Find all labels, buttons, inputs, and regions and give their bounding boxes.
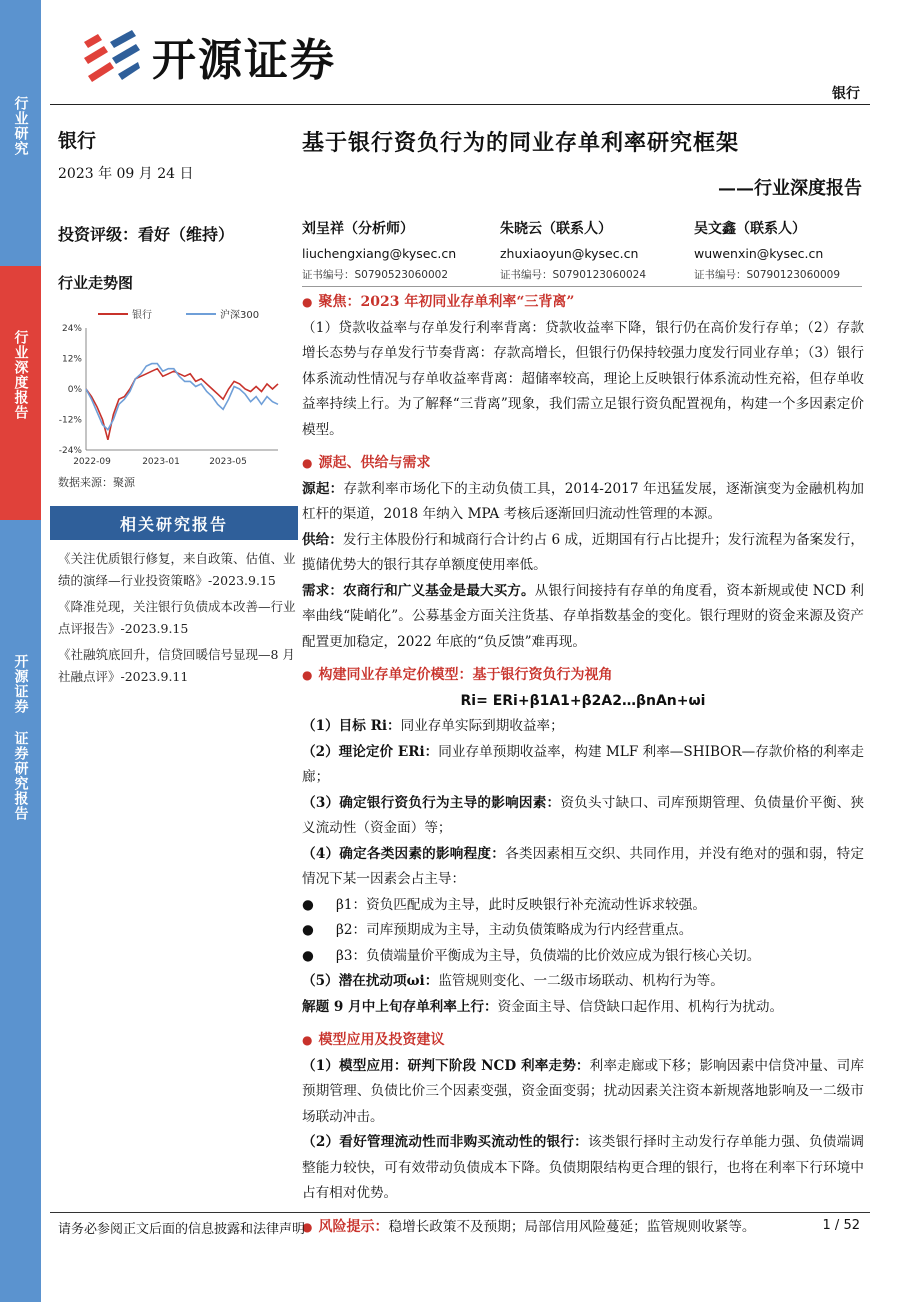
analyst-name: 刘呈祥（分析师） [302,221,414,237]
analyst-cert: 证书编号：S0790123060009 [694,269,841,281]
y-tick-label: -24% [58,446,82,456]
paragraph: （2）看好管理流动性而非购买流动性的银行：该类银行择时主动发行存单能力强、负债端调整能力较快，可有效带动负债成本下降。负债期限结构更合理的银行，也将在利率下行环境中占有相对优势。 [302,1134,864,1201]
section-heading [302,451,864,477]
chart-source: 数据来源：聚源 [58,476,135,489]
bullet-icon: ● [302,947,314,964]
section-heading [302,290,864,316]
model-step: 解题 9 月中上旬存单利率上行：资金面主导、信贷缺口起作用、机构行为扰动。 [302,998,784,1015]
analyst-email[interactable]: liuchengxiang@kysec.cn [302,246,457,261]
related-report-link[interactable]: 《社融筑底回升，信贷回暖信号显现—8 月社融点评》-2023.9.11 [58,647,295,684]
industry-title: 银行 [58,130,97,152]
side-label-bottom: 开源证券 证券研究报告 [12,654,29,821]
bullet-icon: ● [302,922,314,938]
section-title: 聚焦：2023 年初同业存单利率“三背离” [318,294,575,310]
legend-label: 沪深300 [220,310,260,321]
report-date: 2023 年 09 月 24 日 [58,166,194,182]
analyst-email[interactable]: zhuxiaoyun@kysec.cn [500,246,639,261]
y-tick-label: 24% [61,324,82,334]
side-label-top: 行业研究 [12,96,29,156]
analyst-email[interactable]: wuwenxin@kysec.cn [694,246,824,261]
analyst-card [500,218,690,282]
model-step: （1）目标 Ri：同业存单实际到期收益率； [302,718,564,734]
series-line-hs300 [86,364,278,430]
x-tick-label: 2023-05 [209,457,247,467]
logo-text: 开源证券 [152,35,336,86]
analyst-name: 朱晓云（联系人） [500,221,612,237]
paragraph: 源起：存款利率市场化下的主动负债工具，2014-2017 年迅猛发展，逐渐演变为金融机构加杠杆的渠道，2018 年纳入 MPA 考核后逐渐回归流动性管理的本源。 [302,480,865,522]
risk-warning: ● 风险提示：稳增长政策不及预期；局部信用风险蔓延；监管规则收紧等。 [302,1218,756,1235]
bullet-dot-icon: ● [302,1033,313,1047]
model-step: （3）确定银行资负行为主导的影响因素：资负头寸缺口、司库预期管理、负债量价平衡、狭义流动性（资金面）等； [302,794,864,836]
report-title: 基于银行资负行为的同业存单利率研究框架 [302,130,740,156]
report-summary [302,290,864,1240]
bullet-icon: ● [302,896,314,913]
section-title: 源起、供给与需求 [318,455,431,471]
analyst-cert: 证书编号：S0790523060002 [302,269,449,281]
bullet-dot-icon: ● [302,1219,313,1234]
brand-logo [80,26,336,86]
related-report-link[interactable]: 《降准兑现，关注银行负债成本改善—行业点评报告》-2023.9.15 [58,599,296,636]
analyst-cert: 证书编号：S0790123060024 [500,269,647,281]
industry-tag: 银行 [832,86,860,102]
analyst-divider [302,286,862,287]
disclaimer-note: 请务必参阅正文后面的信息披露和法律声明 [58,1222,306,1237]
related-reports-header: 相关研究报告 [50,506,298,540]
x-tick-label: 2022-09 [73,457,111,467]
related-reports-list [58,548,298,692]
pricing-formula: Ri= ERi+β1A1+β2A2…βnAn+ωi [460,692,706,709]
legend-label: 银行 [132,310,152,321]
investment-rating: 投资评级：看好（维持） [58,225,235,244]
page-number: 1 / 52 [822,1218,860,1233]
analyst-name: 吴文鑫（联系人） [694,221,806,237]
section-title: 模型应用及投资建议 [318,1032,445,1048]
y-tick-label: 12% [61,354,82,365]
footer-divider [50,1212,870,1213]
report-subtitle: ——行业深度报告 [718,178,862,199]
paragraph: 供给：发行主体股份行和城商行合计约占 6 成，近期国有行占比提升；发行流程为备案发行，揽储优势大的银行其存单额度使用率低。 [302,531,864,573]
related-report-link[interactable]: 《关注优质银行修复，来自政策、估值、业绩的演绎—行业投资策略》-2023.9.15 [58,551,296,588]
section-heading [302,1028,864,1054]
analyst-card [302,218,492,282]
paragraph: （1）贷款收益率与存单发行利率背离：贷款收益率下降，银行仍在高价发行存单；（2）存款增长态势与存单发行节奏背离：存款高增长，但银行仍保持较强力度发行同业存单；（3）银行体系流动性情况与存单收益率背离：超储率较高，理论上反映银行体系流动性充裕，但存单收益率持续上行。为了解释“三背离”现象，我们需立足银行资负配置视角，构建一个多因素定价模型。 [302,319,864,438]
x-tick-label: 2023-01 [142,457,180,467]
y-tick-label: -12% [58,415,82,426]
left-column [58,126,296,684]
paragraph: 需求：农商行和广义基金是最大买方。从银行间接持有存单的角度看，资本新规或使 NCD 利率曲线“陡峭化”。公募基金方面关注货基、存单指数基金的变化。银行理财的资金来源及资产配置更加稳定，2022 年底的“负反馈”难再现。 [302,582,865,650]
trend-title: 行业走势图 [58,274,134,292]
bullet-dot-icon: ● [302,668,313,682]
model-step: （4）确定各类因素的影响程度：各类因素相互交织、共同作用，并没有绝对的强和弱，特定情况下某一因素会占主导： [302,845,865,887]
section-heading [302,663,864,689]
list-item: ● β3：负债端量价平衡成为主导，负债端的比价效应成为银行核心关切。 [302,944,864,970]
paragraph: （1）模型应用：研判下阶段 NCD 利率走势：利率走廊或下移；影响因素中信贷冲量、司库预期管理、负债比价三个因素变强，资金面变弱；扰动因素关注资本新规落地影响及一二级市场联动冲击。 [302,1057,864,1125]
list-item: ● β1：资负匹配成为主导，此时反映银行补充流动性诉求较强。 [302,893,864,919]
analyst-card [694,218,884,282]
bullet-dot-icon: ● [302,295,313,309]
list-item: ● β2：司库预期成为主导，主动负债策略成为行内经营重点。 [302,918,864,944]
model-step: （5）潜在扰动项ωi：监管规则变化、一二级市场联动、机构行为等。 [302,973,724,989]
section-title: 构建同业存单定价模型：基于银行资负行为视角 [318,667,613,683]
bullet-dot-icon: ● [302,456,313,470]
trend-chart-svg [58,304,294,474]
model-step: （2）理论定价 ERi：同业存单预期收益率，构建 MLF 利率—SHIBOR—存款价格的利率走廊； [302,743,864,785]
header-divider [50,104,870,105]
brand-mark-icon [80,28,142,84]
side-label-mid: 行业深度报告 [12,330,29,420]
y-tick-label: 0% [67,385,82,395]
trend-chart [58,304,294,474]
